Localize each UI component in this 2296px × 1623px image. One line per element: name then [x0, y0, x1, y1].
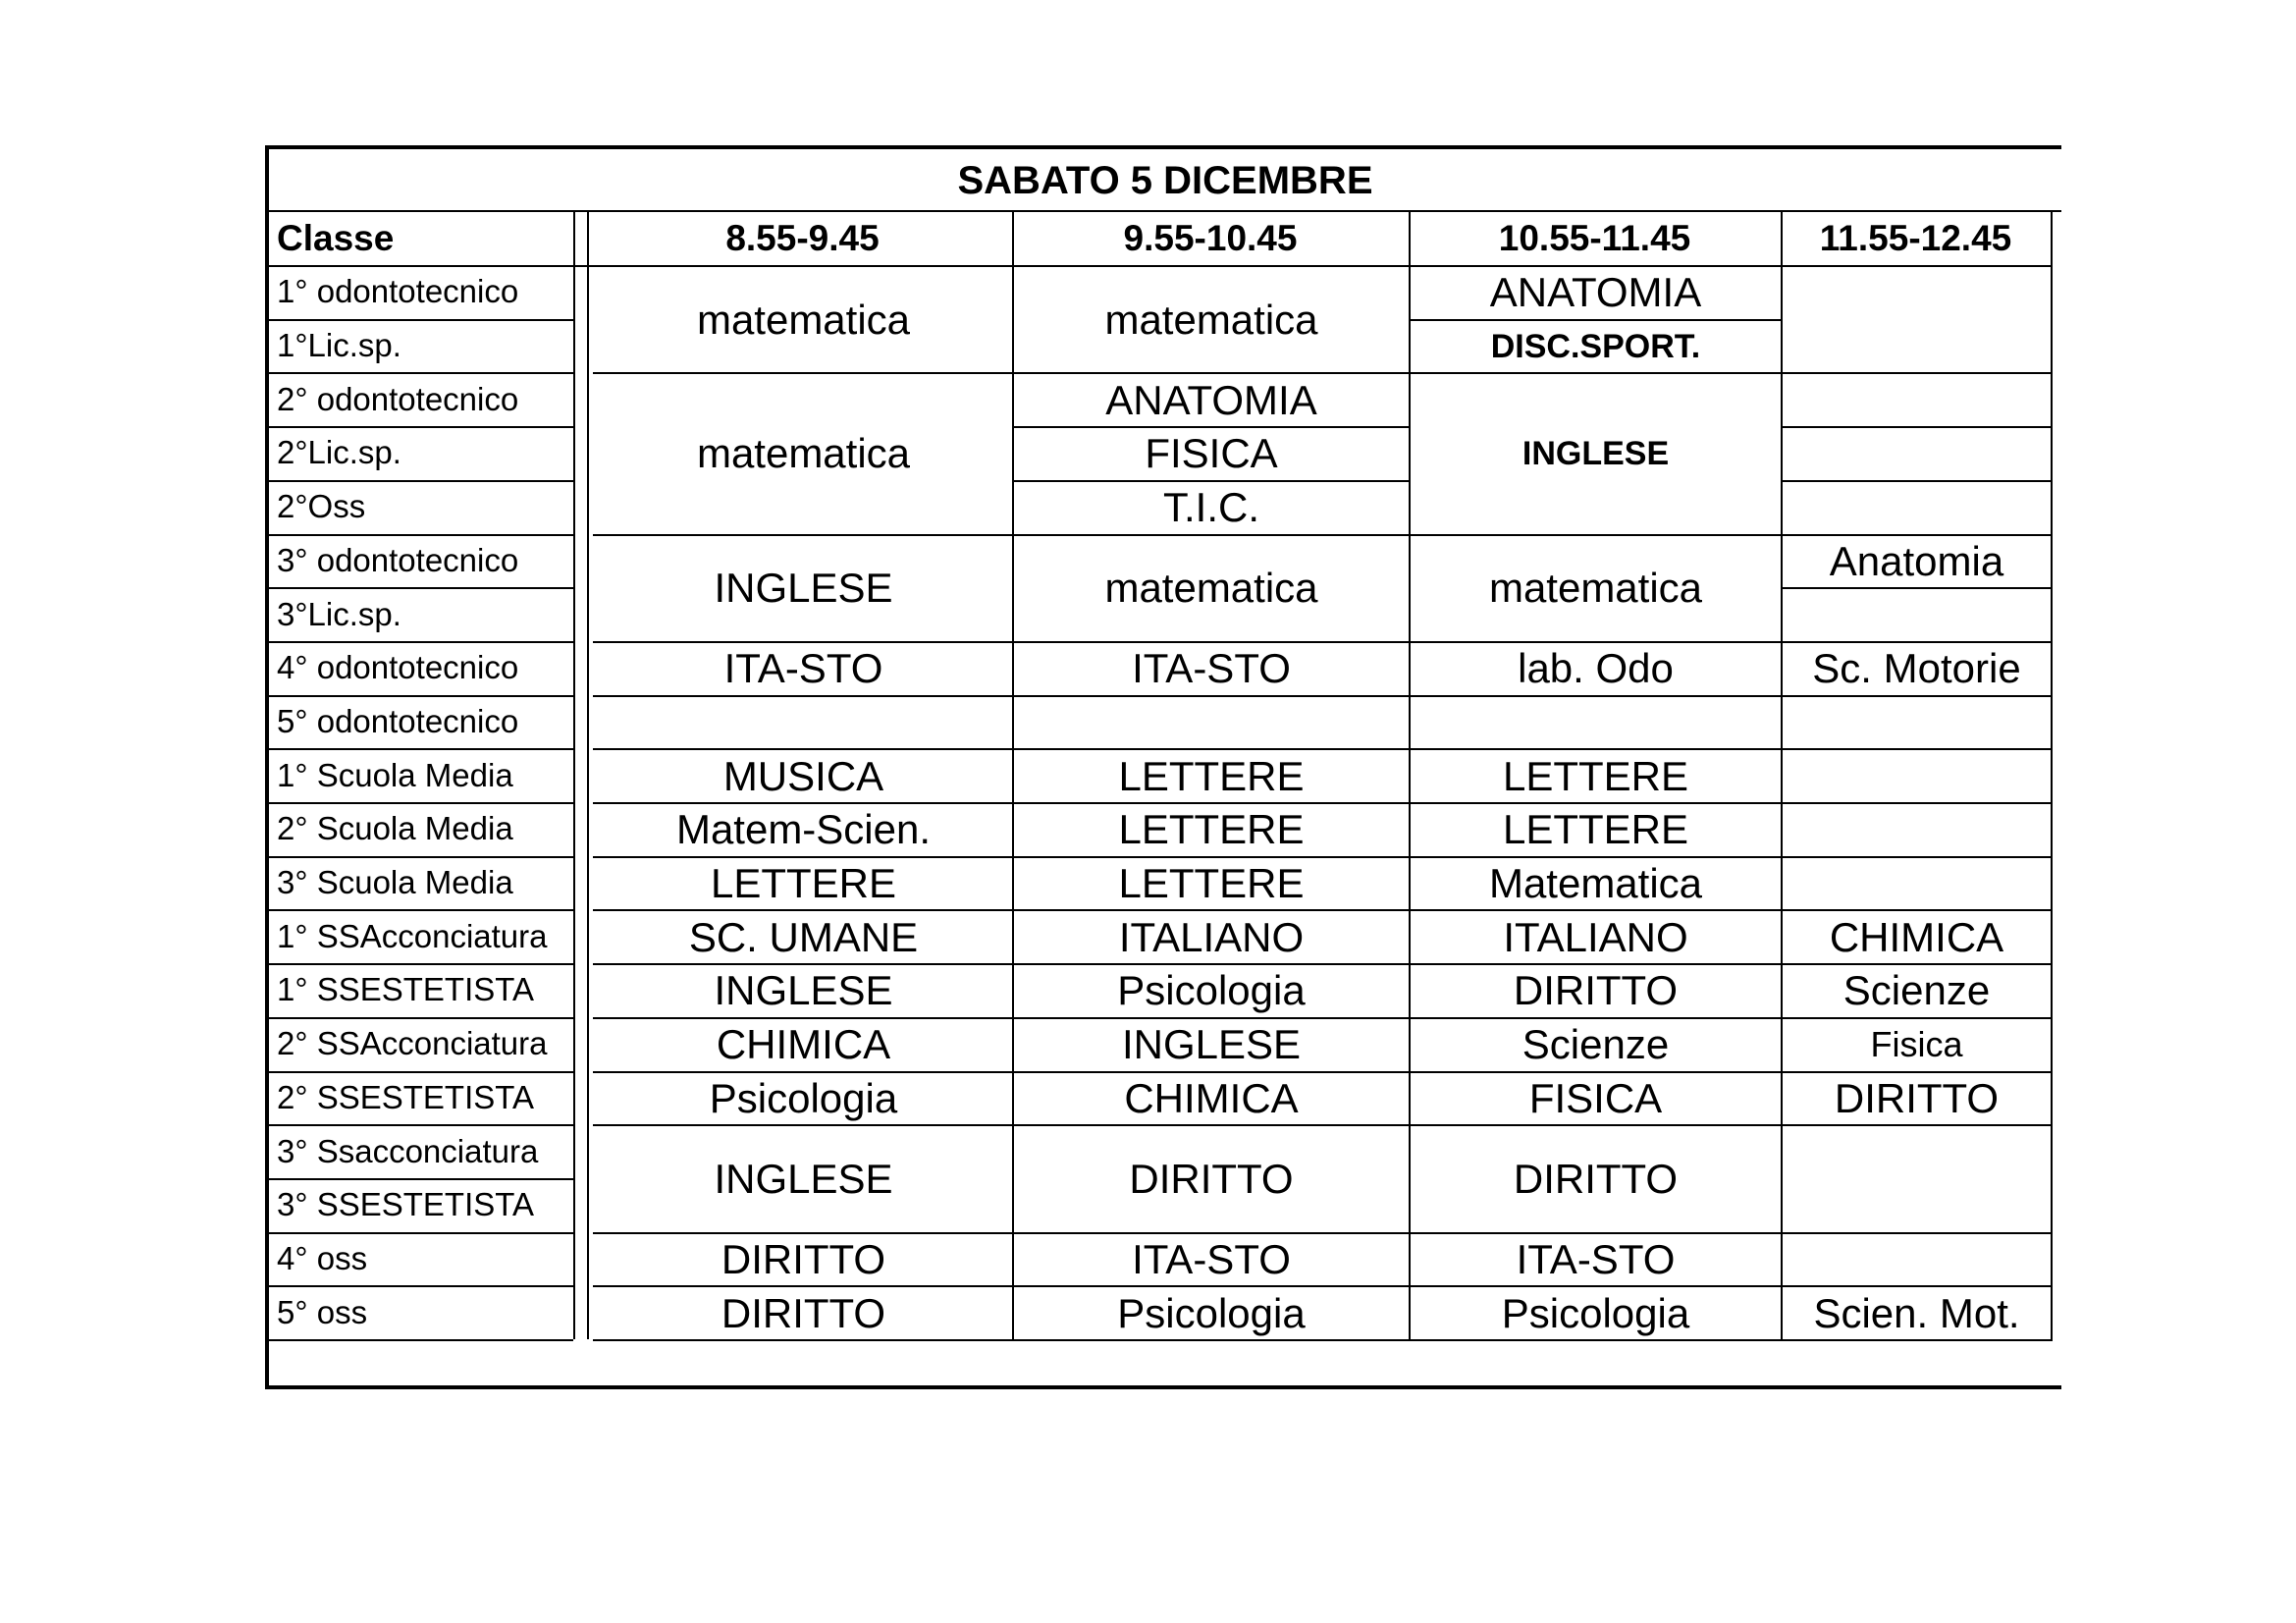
- schedule-cell: Anatomia: [1829, 537, 2004, 584]
- schedule-cell: T.I.C.: [1162, 484, 1259, 531]
- schedule-cell: DIRITTO: [1513, 967, 1679, 1014]
- class-label: 1° odontotecnico: [277, 273, 519, 310]
- schedule-cell: [1783, 697, 2051, 749]
- schedule-cell: CHIMICA: [1124, 1074, 1299, 1121]
- schedule-cell: [1783, 804, 2051, 856]
- schedule-cell: INGLESE: [714, 1155, 893, 1202]
- class-label: 1° Scuola Media: [277, 756, 513, 793]
- schedule-cell: CHIMICA: [716, 1021, 891, 1068]
- cell-divider: [1012, 1339, 1411, 1341]
- class-label: 3° SSESTETISTA: [277, 1186, 534, 1223]
- schedule-cell: ITA-STO: [1132, 1235, 1291, 1282]
- row-divider: [269, 1339, 573, 1341]
- cell-divider: [1409, 1339, 1783, 1341]
- schedule-cell: [595, 697, 1012, 749]
- schedule-cell: [1783, 482, 2051, 534]
- class-label: 2°Lic.sp.: [277, 434, 401, 471]
- schedule-cell: Matem-Scien.: [675, 806, 932, 853]
- header-slot-1: 8.55-9.45: [725, 218, 880, 258]
- schedule-cell: SC. UMANE: [688, 913, 919, 960]
- col-divider: [587, 212, 589, 1339]
- class-label: 3° Scuola Media: [277, 864, 513, 901]
- schedule-cell: matematica: [696, 296, 911, 343]
- schedule-cell: Scienze: [1522, 1021, 1670, 1068]
- class-label: 2° odontotecnico: [277, 380, 519, 417]
- schedule-cell: Scienze: [1842, 967, 1991, 1014]
- cell-divider: [1781, 1339, 2053, 1341]
- class-label: 1° SSAcconciatura: [277, 917, 548, 954]
- schedule-cell: Psicologia: [1501, 1289, 1690, 1336]
- schedule-cell: [1783, 1126, 2051, 1231]
- schedule-cell: lab. Odo: [1518, 645, 1674, 692]
- schedule-cell: DIRITTO: [721, 1289, 886, 1336]
- class-label: 2°Oss: [277, 488, 366, 525]
- schedule-cell: CHIMICA: [1829, 913, 2004, 960]
- class-label: 5° odontotecnico: [277, 702, 519, 739]
- schedule-cell: Psicologia: [709, 1074, 898, 1121]
- schedule-cell: matematica: [696, 430, 911, 477]
- schedule-cell: INGLESE: [714, 565, 893, 612]
- schedule-cell: ITA-STO: [723, 645, 883, 692]
- schedule-cell: ITA-STO: [1516, 1235, 1676, 1282]
- class-label: 1°Lic.sp.: [277, 327, 401, 364]
- schedule-cell: [1014, 697, 1409, 749]
- class-label: 1° SSESTETISTA: [277, 971, 534, 1008]
- schedule-cell: DIRITTO: [1129, 1155, 1294, 1202]
- col-divider: [2051, 212, 2053, 1339]
- schedule-title: SABATO 5 DICEMBRE: [269, 149, 2061, 212]
- schedule-cell: Sc. Motorie: [1812, 645, 2021, 692]
- schedule-cell: ITA-STO: [1132, 645, 1291, 692]
- schedule-cell: Psicologia: [1117, 1289, 1306, 1336]
- schedule-cell: DIRITTO: [1834, 1074, 2000, 1121]
- schedule-cell: INGLESE: [1522, 434, 1670, 472]
- class-label: 4° oss: [277, 1239, 368, 1276]
- class-label: 3° Ssacconciatura: [277, 1132, 539, 1169]
- schedule-cell: LETTERE: [1118, 860, 1305, 907]
- schedule-cell: [1411, 697, 1781, 749]
- class-label: 3°Lic.sp.: [277, 595, 401, 632]
- schedule-cell: FISICA: [1145, 430, 1278, 477]
- schedule-cell: [1783, 750, 2051, 802]
- schedule-cell: matematica: [1488, 565, 1703, 612]
- schedule-cell: matematica: [1104, 296, 1318, 343]
- schedule-cell: LETTERE: [710, 860, 897, 907]
- schedule-cell: DIRITTO: [721, 1235, 886, 1282]
- class-label: 2° Scuola Media: [277, 810, 513, 847]
- schedule-cell: Fisica: [1870, 1024, 1963, 1065]
- schedule-cell: matematica: [1104, 565, 1318, 612]
- class-label: 5° oss: [277, 1293, 368, 1330]
- schedule-cell: ANATOMIA: [1105, 376, 1317, 423]
- class-label: 3° odontotecnico: [277, 541, 519, 578]
- schedule-cell: Scien. Mot.: [1813, 1289, 2020, 1336]
- schedule-grid: [269, 212, 2061, 1339]
- cell-divider: [593, 1339, 1014, 1341]
- header-slot-2: 9.55-10.45: [1123, 218, 1298, 258]
- schedule-cell: ANATOMIA: [1489, 269, 1702, 316]
- schedule-cell: LETTERE: [1502, 806, 1689, 853]
- class-label: 2° SSAcconciatura: [277, 1025, 548, 1062]
- header-slot-3: 10.55-11.45: [1498, 218, 1691, 258]
- schedule-cell: DISC.SPORT.: [1490, 327, 1701, 365]
- schedule-cell: INGLESE: [1121, 1021, 1302, 1068]
- schedule-cell: Psicologia: [1117, 967, 1306, 1014]
- col-divider: [573, 212, 575, 1339]
- schedule-cell: [1783, 858, 2051, 910]
- schedule-cell: LETTERE: [1502, 752, 1689, 799]
- schedule-cell: [1783, 589, 2051, 641]
- schedule-cell: LETTERE: [1118, 806, 1305, 853]
- schedule-cell: DIRITTO: [1513, 1155, 1679, 1202]
- class-label: 4° odontotecnico: [277, 649, 519, 686]
- schedule-cell: Matematica: [1488, 860, 1703, 907]
- schedule-cell: ITALIANO: [1503, 913, 1688, 960]
- header-slot-4: 11.55-12.45: [1819, 218, 2012, 258]
- schedule-cell: FISICA: [1528, 1074, 1663, 1121]
- schedule-cell: [1783, 428, 2051, 480]
- schedule-cell: [1783, 374, 2051, 426]
- header-classe: Classe: [277, 218, 395, 258]
- schedule-cell: INGLESE: [714, 967, 893, 1014]
- schedule-cell: [1783, 267, 2051, 372]
- class-label: 2° SSESTETISTA: [277, 1078, 534, 1115]
- schedule-cell: [1783, 1234, 2051, 1286]
- schedule-cell: ITALIANO: [1118, 913, 1305, 960]
- schedule-cell: MUSICA: [722, 752, 884, 799]
- schedule-cell: LETTERE: [1118, 752, 1305, 799]
